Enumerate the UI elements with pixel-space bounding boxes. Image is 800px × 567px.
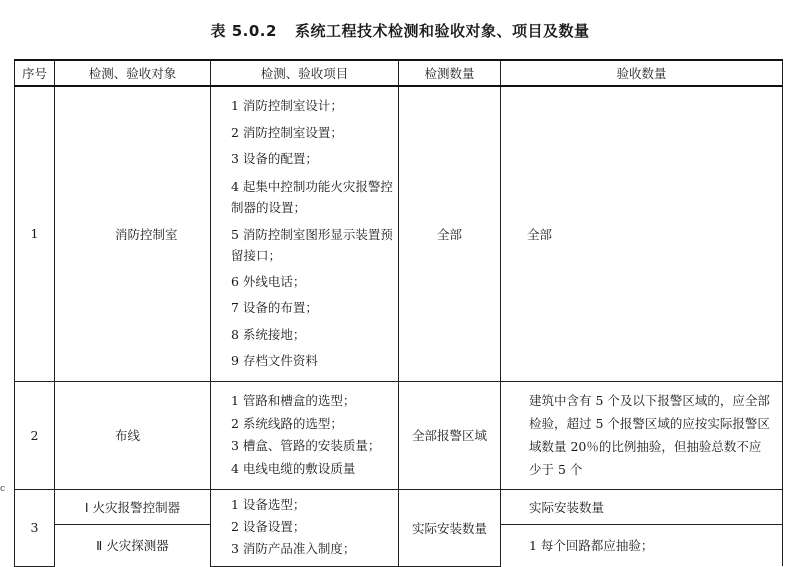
row-accept-qty-b: 1 每个回路都应抽验；: [501, 524, 783, 566]
list-item: 3 消防产品准入制度；: [231, 540, 356, 556]
list-item: [211, 173, 394, 221]
list-item: [211, 221, 394, 269]
table-number: 表 5.0.2: [210, 22, 277, 40]
list-item: 3 设备的配置；: [231, 151, 318, 166]
row-items-cell: [211, 489, 399, 566]
list-item: 3 槽盒、管路的安装质量；: [231, 438, 381, 453]
table-row: [15, 489, 783, 524]
header-no: 序号: [15, 60, 55, 86]
inspection-table: [14, 59, 783, 567]
list-item: 1 设备选型；: [231, 496, 306, 512]
table-header-row: [15, 60, 783, 86]
table-caption: 系统工程技术检测和验收对象、项目及数量: [294, 22, 590, 40]
row-object: 布线: [55, 381, 211, 489]
row-number: 3: [15, 489, 55, 566]
row-accept-qty: 建筑中含有 5 个及以下报警区域的，应全部检验，超过 5 个报警区域的应按实际报警区域数量 20％的比例抽验，但抽验总数不应少于 5 个: [501, 381, 783, 489]
list-item-text: 4 起集中控制功能火灾报警控制器的设置；: [231, 178, 393, 215]
list-item: 4 电线电缆的敷设质量: [231, 460, 356, 476]
header-detect-qty: 检测数量: [399, 60, 501, 86]
list-item: 2 系统线路的选型；: [231, 415, 343, 431]
row-items-cell: [211, 381, 399, 489]
table-title: [0, 20, 800, 41]
row-accept-qty: 全部: [501, 86, 783, 381]
list-item: 1 管路和槽盒的选型；: [231, 393, 356, 408]
row-items-list: [211, 87, 398, 381]
margin-mark: c: [0, 484, 6, 494]
list-item-text: 5 消防控制室图形显示装置预留接口；: [231, 226, 393, 263]
list-item: 1 消防控制室设计；: [231, 98, 343, 113]
table-row: [15, 86, 783, 381]
row-object: 消防控制室: [55, 86, 211, 381]
row-number: 1: [15, 86, 55, 381]
row-items-list: [211, 388, 398, 482]
row-number: 2: [15, 381, 55, 489]
table-row: [15, 381, 783, 489]
list-item: 8 系统接地；: [231, 326, 306, 342]
row-items-cell: [211, 86, 399, 381]
header-accept-qty: 验收数量: [501, 60, 783, 86]
list-item: 6 外线电话；: [231, 273, 306, 289]
row-detect-qty: 实际安装数量: [399, 489, 501, 566]
row-detect-qty: 全部: [399, 86, 501, 381]
row-object-a: Ⅰ 火灾报警控制器: [55, 489, 211, 524]
header-object: 检测、验收对象: [55, 60, 211, 86]
list-item: 2 消防控制室设置；: [231, 124, 343, 140]
row-items-list: [211, 490, 398, 566]
row-accept-qty-a: 实际安装数量: [501, 489, 783, 524]
header-items: 检测、验收项目: [211, 60, 399, 86]
row-detect-qty: 全部报警区域: [399, 381, 501, 489]
list-item: 9 存档文件资料: [231, 353, 318, 368]
row-object-b: Ⅱ 火灾探测器: [55, 524, 211, 566]
list-item: 2 设备设置；: [231, 518, 306, 534]
list-item: 7 设备的布置；: [231, 300, 318, 315]
